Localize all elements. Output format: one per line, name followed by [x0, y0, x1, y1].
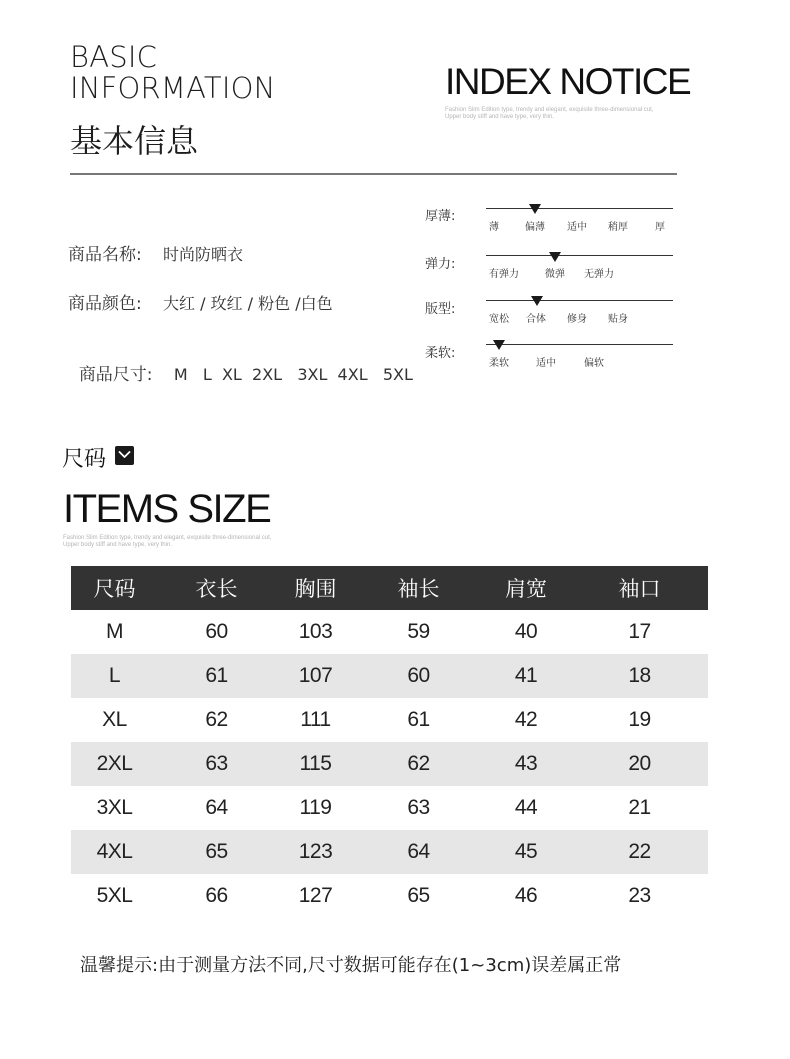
product-name-value: 时尚防晒衣: [163, 245, 244, 264]
check-square-icon: [115, 446, 134, 465]
table-row: [71, 698, 708, 742]
fit-marker-icon: [531, 296, 543, 306]
elasticity-label: 弹力:: [425, 257, 456, 272]
table-cell: 42: [514, 708, 538, 731]
product-name-label: 商品名称:: [68, 245, 142, 265]
thickness-option: 适中: [567, 222, 587, 233]
table-cell: 61: [158, 654, 275, 698]
product-size-label: 商品尺寸:: [78, 365, 153, 385]
table-cell: 41: [481, 654, 571, 698]
table-cell: 103: [298, 620, 333, 643]
table-row: [71, 654, 708, 698]
thickness-option: 薄: [489, 222, 499, 233]
table-cell: 40: [514, 620, 538, 643]
basic-information-title: [70, 42, 276, 104]
table-cell: 61: [407, 708, 430, 731]
table-cell: 2XL: [71, 742, 158, 786]
table-cell: M: [106, 620, 123, 643]
table-cell: 4XL: [71, 830, 158, 874]
table-cell: 64: [205, 796, 228, 819]
table-cell: 123: [275, 830, 356, 874]
thickness-label: 厚薄:: [425, 209, 456, 224]
basic-title-line1: BASIC: [70, 40, 158, 74]
table-row: [71, 830, 708, 874]
fit-scale-line: [486, 300, 673, 301]
softness-option: 适中: [536, 358, 556, 369]
column-header-length: 衣长: [158, 566, 275, 610]
column-header-sleeve: 袖长: [356, 566, 481, 610]
table-cell: 19: [628, 708, 651, 731]
table-cell: 107: [275, 654, 356, 698]
softness-scale-line: [486, 344, 673, 345]
table-cell: 18: [571, 654, 708, 698]
softness-label: 柔软:: [425, 346, 456, 361]
table-cell: 23: [628, 884, 651, 907]
table-cell: 64: [356, 830, 481, 874]
table-cell: 43: [481, 742, 571, 786]
product-color-value: 大红 / 玫红 / 粉色 /白色: [163, 294, 333, 313]
product-name-row: [68, 240, 243, 265]
table-cell: 65: [407, 884, 430, 907]
table-cell: 20: [571, 742, 708, 786]
table-cell: 63: [158, 742, 275, 786]
fit-option: 贴身: [608, 314, 628, 325]
fit-label: 版型:: [425, 302, 456, 317]
table-cell: XL: [102, 708, 127, 731]
column-header-cuff: 袖口: [571, 566, 708, 610]
thickness-option: 稍厚: [608, 222, 628, 233]
table-cell: 22: [571, 830, 708, 874]
table-cell: 3XL: [96, 796, 133, 819]
table-cell: 60: [205, 620, 228, 643]
table-cell: 62: [205, 708, 228, 731]
product-color-label: 商品颜色:: [68, 294, 142, 314]
elasticity-marker-icon: [549, 252, 561, 262]
items-size-subtitle-line1: Fashion Slim Edition type, trendy and elegant, exquisite three-dimensional cut,: [63, 535, 272, 541]
items-size-title: ITEMS SIZE: [63, 487, 271, 531]
table-cell: 119: [299, 796, 332, 819]
softness-option: 柔软: [489, 358, 509, 369]
table-cell: 65: [158, 830, 275, 874]
size-section-cn-title: 尺码: [62, 447, 107, 472]
fit-option: 修身: [567, 314, 587, 325]
table-row: [71, 742, 708, 786]
index-notice-subtitle-line1: Fashion Slim Edition type, trendy and elegant, exquisite three-dimensional cut,: [445, 107, 654, 113]
fit-option: 宽松: [489, 314, 509, 325]
table-cell: 17: [628, 620, 651, 643]
table-row: [71, 874, 708, 918]
section-divider: [70, 173, 677, 175]
elasticity-option: 有弹力: [489, 269, 519, 280]
index-notice-subtitle: [445, 107, 695, 121]
thickness-option: 偏薄: [525, 222, 545, 233]
product-color-row: [68, 289, 333, 314]
product-size-row: [68, 340, 413, 385]
softness-marker-icon: [493, 340, 505, 350]
index-notice-subtitle-line2: Upper body stiff and have type, very thin.: [445, 114, 554, 120]
table-cell: 46: [514, 884, 538, 907]
elasticity-scale-line: [486, 255, 673, 256]
index-notice-title: INDEX NOTICE: [445, 61, 691, 102]
column-header-size: 尺码: [71, 566, 158, 610]
softness-option: 偏软: [584, 358, 604, 369]
table-cell: 60: [356, 654, 481, 698]
table-cell: 59: [407, 620, 430, 643]
fit-option: 合体: [526, 314, 546, 325]
table-row: [71, 786, 708, 830]
table-cell: 111: [300, 708, 331, 731]
column-header-chest: 胸围: [275, 566, 356, 610]
column-header-shoulder: 肩宽: [481, 566, 571, 610]
basic-information-cn-title: 基本信息: [70, 122, 199, 160]
measurement-tip: 温馨提示:由于测量方法不同,尺寸数据可能存在(1~3cm)误差属正常: [80, 955, 622, 976]
table-row: [71, 610, 708, 654]
items-size-subtitle: [63, 535, 333, 549]
table-cell: 45: [481, 830, 571, 874]
table-cell: 66: [205, 884, 228, 907]
table-cell: 63: [407, 796, 430, 819]
size-table-header: [71, 566, 708, 610]
table-cell: 44: [514, 796, 538, 819]
basic-title-line2: INFORMATION: [70, 71, 276, 105]
elasticity-option: 微弹: [545, 269, 565, 280]
table-cell: L: [71, 654, 158, 698]
product-size-value: M L XL 2XL 3XL 4XL 5XL: [173, 365, 413, 384]
elasticity-option: 无弹力: [584, 269, 614, 280]
size-table: [71, 566, 708, 918]
table-cell: 127: [298, 884, 333, 907]
thickness-option: 厚: [655, 222, 665, 233]
table-cell: 21: [628, 796, 651, 819]
thickness-scale-line: [486, 208, 673, 209]
thickness-marker-icon: [529, 204, 541, 214]
table-cell: 5XL: [96, 884, 133, 907]
table-cell: 62: [356, 742, 481, 786]
table-cell: 115: [275, 742, 356, 786]
items-size-subtitle-line2: Upper body stiff and have type, very thin.: [63, 542, 172, 548]
